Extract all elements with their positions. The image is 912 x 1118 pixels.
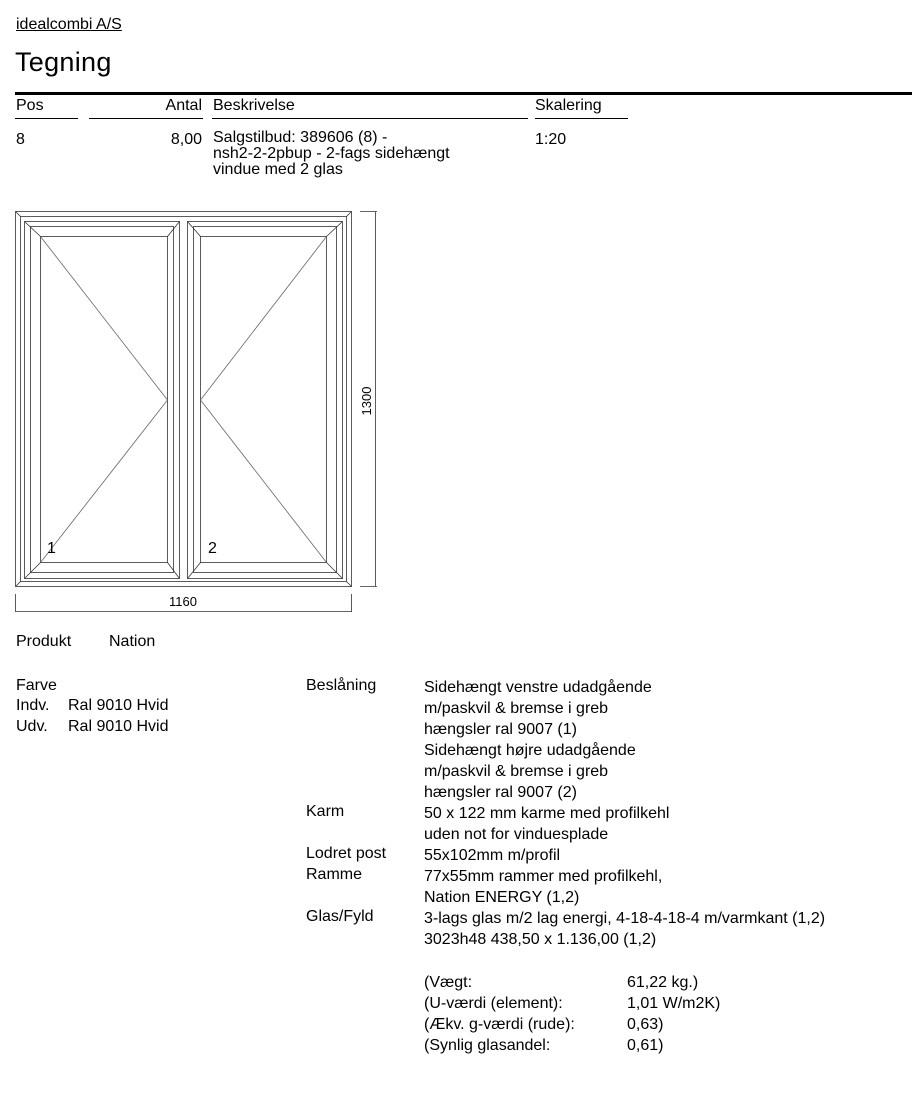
property-value: 0,63) (627, 1016, 664, 1033)
property-value: 61,22 kg.) (627, 974, 699, 991)
property-value: 0,61) (627, 1037, 664, 1054)
page-title: Tegning (15, 47, 112, 77)
spec-line: m/paskvil & bremse i greb (424, 700, 609, 717)
spec-line: Nation ENERGY (1,2) (424, 889, 580, 906)
window-drawing (0, 200, 400, 620)
spec-ramme-label: Ramme (306, 866, 363, 883)
spec-ramme-value (424, 866, 662, 908)
spec-line: 50 x 122 mm karme med profilkehl (424, 805, 670, 822)
spec-glas-value (424, 908, 825, 950)
col-underline-beskrivelse (212, 118, 528, 119)
spec-line: Sidehængt venstre udadgående (424, 679, 652, 696)
height-label: 1300 (359, 386, 374, 416)
color-outside-label: Udv. (16, 718, 48, 735)
width-label: 1160 (169, 594, 197, 609)
spec-line: 77x55mm rammer med profilkehl, (424, 868, 663, 885)
description-line: Salgstilbud: 389606 (8) - (213, 129, 388, 146)
col-header-beskrivelse: Beskrivelse (213, 97, 295, 114)
spec-line: hængsler ral 9007 (1) (424, 721, 577, 738)
col-underline-antal (89, 118, 203, 119)
spec-glas-label: Glas/Fyld (306, 908, 374, 925)
color-heading: Farve (16, 677, 57, 694)
spec-line: 55x102mm m/profil (424, 847, 561, 864)
spec-beslaaning-value (424, 677, 652, 803)
sash-left (25, 222, 180, 579)
spec-post-label: Lodret post (306, 845, 387, 862)
product-value: Nation (109, 633, 156, 650)
property-label: (U-værdi (element): (424, 995, 563, 1012)
window-frame-inner (21, 217, 347, 582)
spec-karm-label: Karm (306, 803, 345, 820)
col-underline-skalering (535, 118, 628, 119)
product-label: Produkt (16, 633, 72, 650)
spec-line: 3-lags glas m/2 lag energi, 4-18-4-18-4 m/varmkant (1,2) (424, 910, 826, 927)
property-label: (Vægt: (424, 974, 473, 991)
col-underline-pos (15, 118, 78, 119)
row-description (213, 130, 533, 178)
col-header-pos: Pos (16, 97, 44, 114)
sash-label-2: 2 (208, 540, 217, 557)
col-header-antal: Antal (165, 97, 202, 114)
sash-right (188, 222, 343, 579)
spec-karm-value (424, 803, 669, 845)
color-outside-value: Ral 9010 Hvid (68, 718, 169, 735)
row-pos: 8 (16, 131, 25, 148)
color-inside-label: Indv. (16, 697, 50, 714)
spec-line: Sidehængt højre udadgående (424, 742, 636, 759)
spec-post-value (424, 845, 560, 866)
properties-values (627, 972, 720, 1056)
description-line: nsh2-2-2pbup - 2-fags sidehængt (213, 145, 450, 162)
row-skalering: 1:20 (535, 131, 567, 148)
spec-beslaaning-label: Beslåning (306, 677, 377, 694)
row-antal: 8,00 (170, 131, 202, 148)
properties-labels (424, 972, 575, 1056)
spec-line: hængsler ral 9007 (2) (424, 784, 577, 801)
property-label: (Ækv. g-værdi (rude): (424, 1016, 575, 1033)
company-name: idealcombi A/S (16, 16, 122, 33)
spec-line: m/paskvil & bremse i greb (424, 763, 609, 780)
col-header-skalering: Skalering (535, 97, 602, 114)
color-inside-value: Ral 9010 Hvid (68, 697, 169, 714)
property-value: 1,01 W/m2K) (627, 995, 721, 1012)
spec-line: uden not for vinduesplade (424, 826, 609, 843)
description-line: vindue med 2 glas (213, 161, 343, 178)
title-rule (15, 92, 912, 95)
spec-line: 3023h48 438,50 x 1.136,00 (1,2) (424, 931, 657, 948)
property-label: (Synlig glasandel: (424, 1037, 551, 1054)
sash-label-1: 1 (47, 540, 56, 557)
